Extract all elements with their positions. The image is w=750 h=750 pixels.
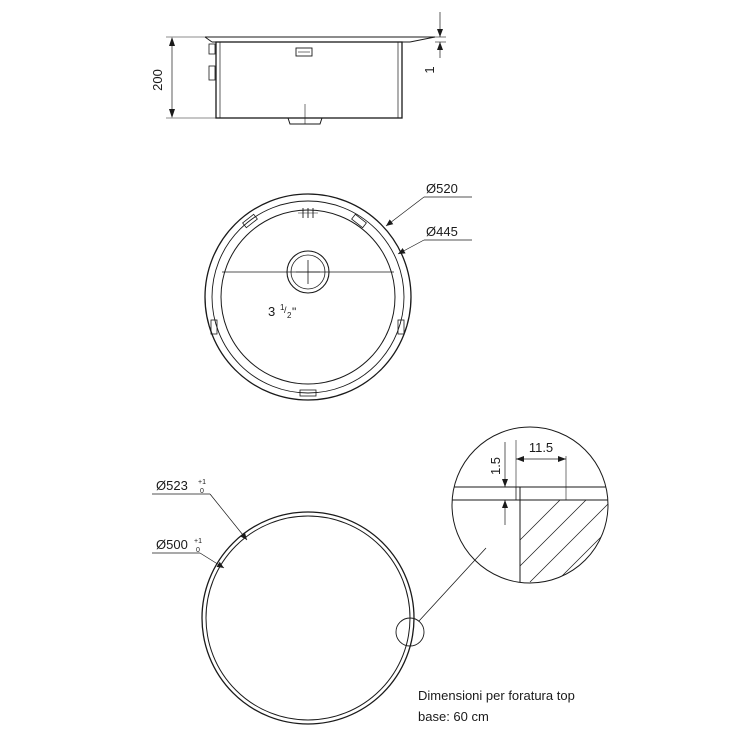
drain-size-fraction-slash: /: [284, 305, 287, 315]
notes: [418, 688, 575, 724]
note-line-2: base: 60 cm: [418, 709, 489, 724]
top-inner-diameter-label: Ø445: [426, 224, 458, 239]
drain-size-unit: ": [292, 305, 297, 319]
height-dimension-label: 200: [150, 69, 165, 91]
step-width-label: 11.5: [528, 440, 554, 455]
rim-thickness-label: 1: [422, 66, 437, 74]
step-height-label: 1.5: [488, 456, 503, 476]
drain-size-label: 3: [268, 304, 276, 319]
detail-view: [450, 427, 612, 590]
cutout-outer-tolerance-upper: +1: [198, 479, 206, 486]
side-view: [150, 12, 446, 124]
cutout-outer-tolerance-lower: 0: [200, 488, 204, 495]
top-view: [205, 181, 472, 400]
cutout-inner-tolerance-upper: +1: [194, 538, 202, 545]
cutout-inner-diameter-label: Ø500: [156, 537, 188, 552]
detail-hatching: [520, 500, 612, 583]
top-outer-diameter-label: Ø520: [426, 181, 458, 196]
cutout-inner-tolerance-lower: 0: [196, 547, 200, 554]
note-line-1: Dimensioni per foratura top: [418, 688, 575, 703]
drain-size-fraction-den: 2: [287, 311, 292, 320]
drain-size-fraction-num: 1: [280, 303, 285, 312]
cutout-outer-diameter-label: Ø523: [156, 478, 188, 493]
